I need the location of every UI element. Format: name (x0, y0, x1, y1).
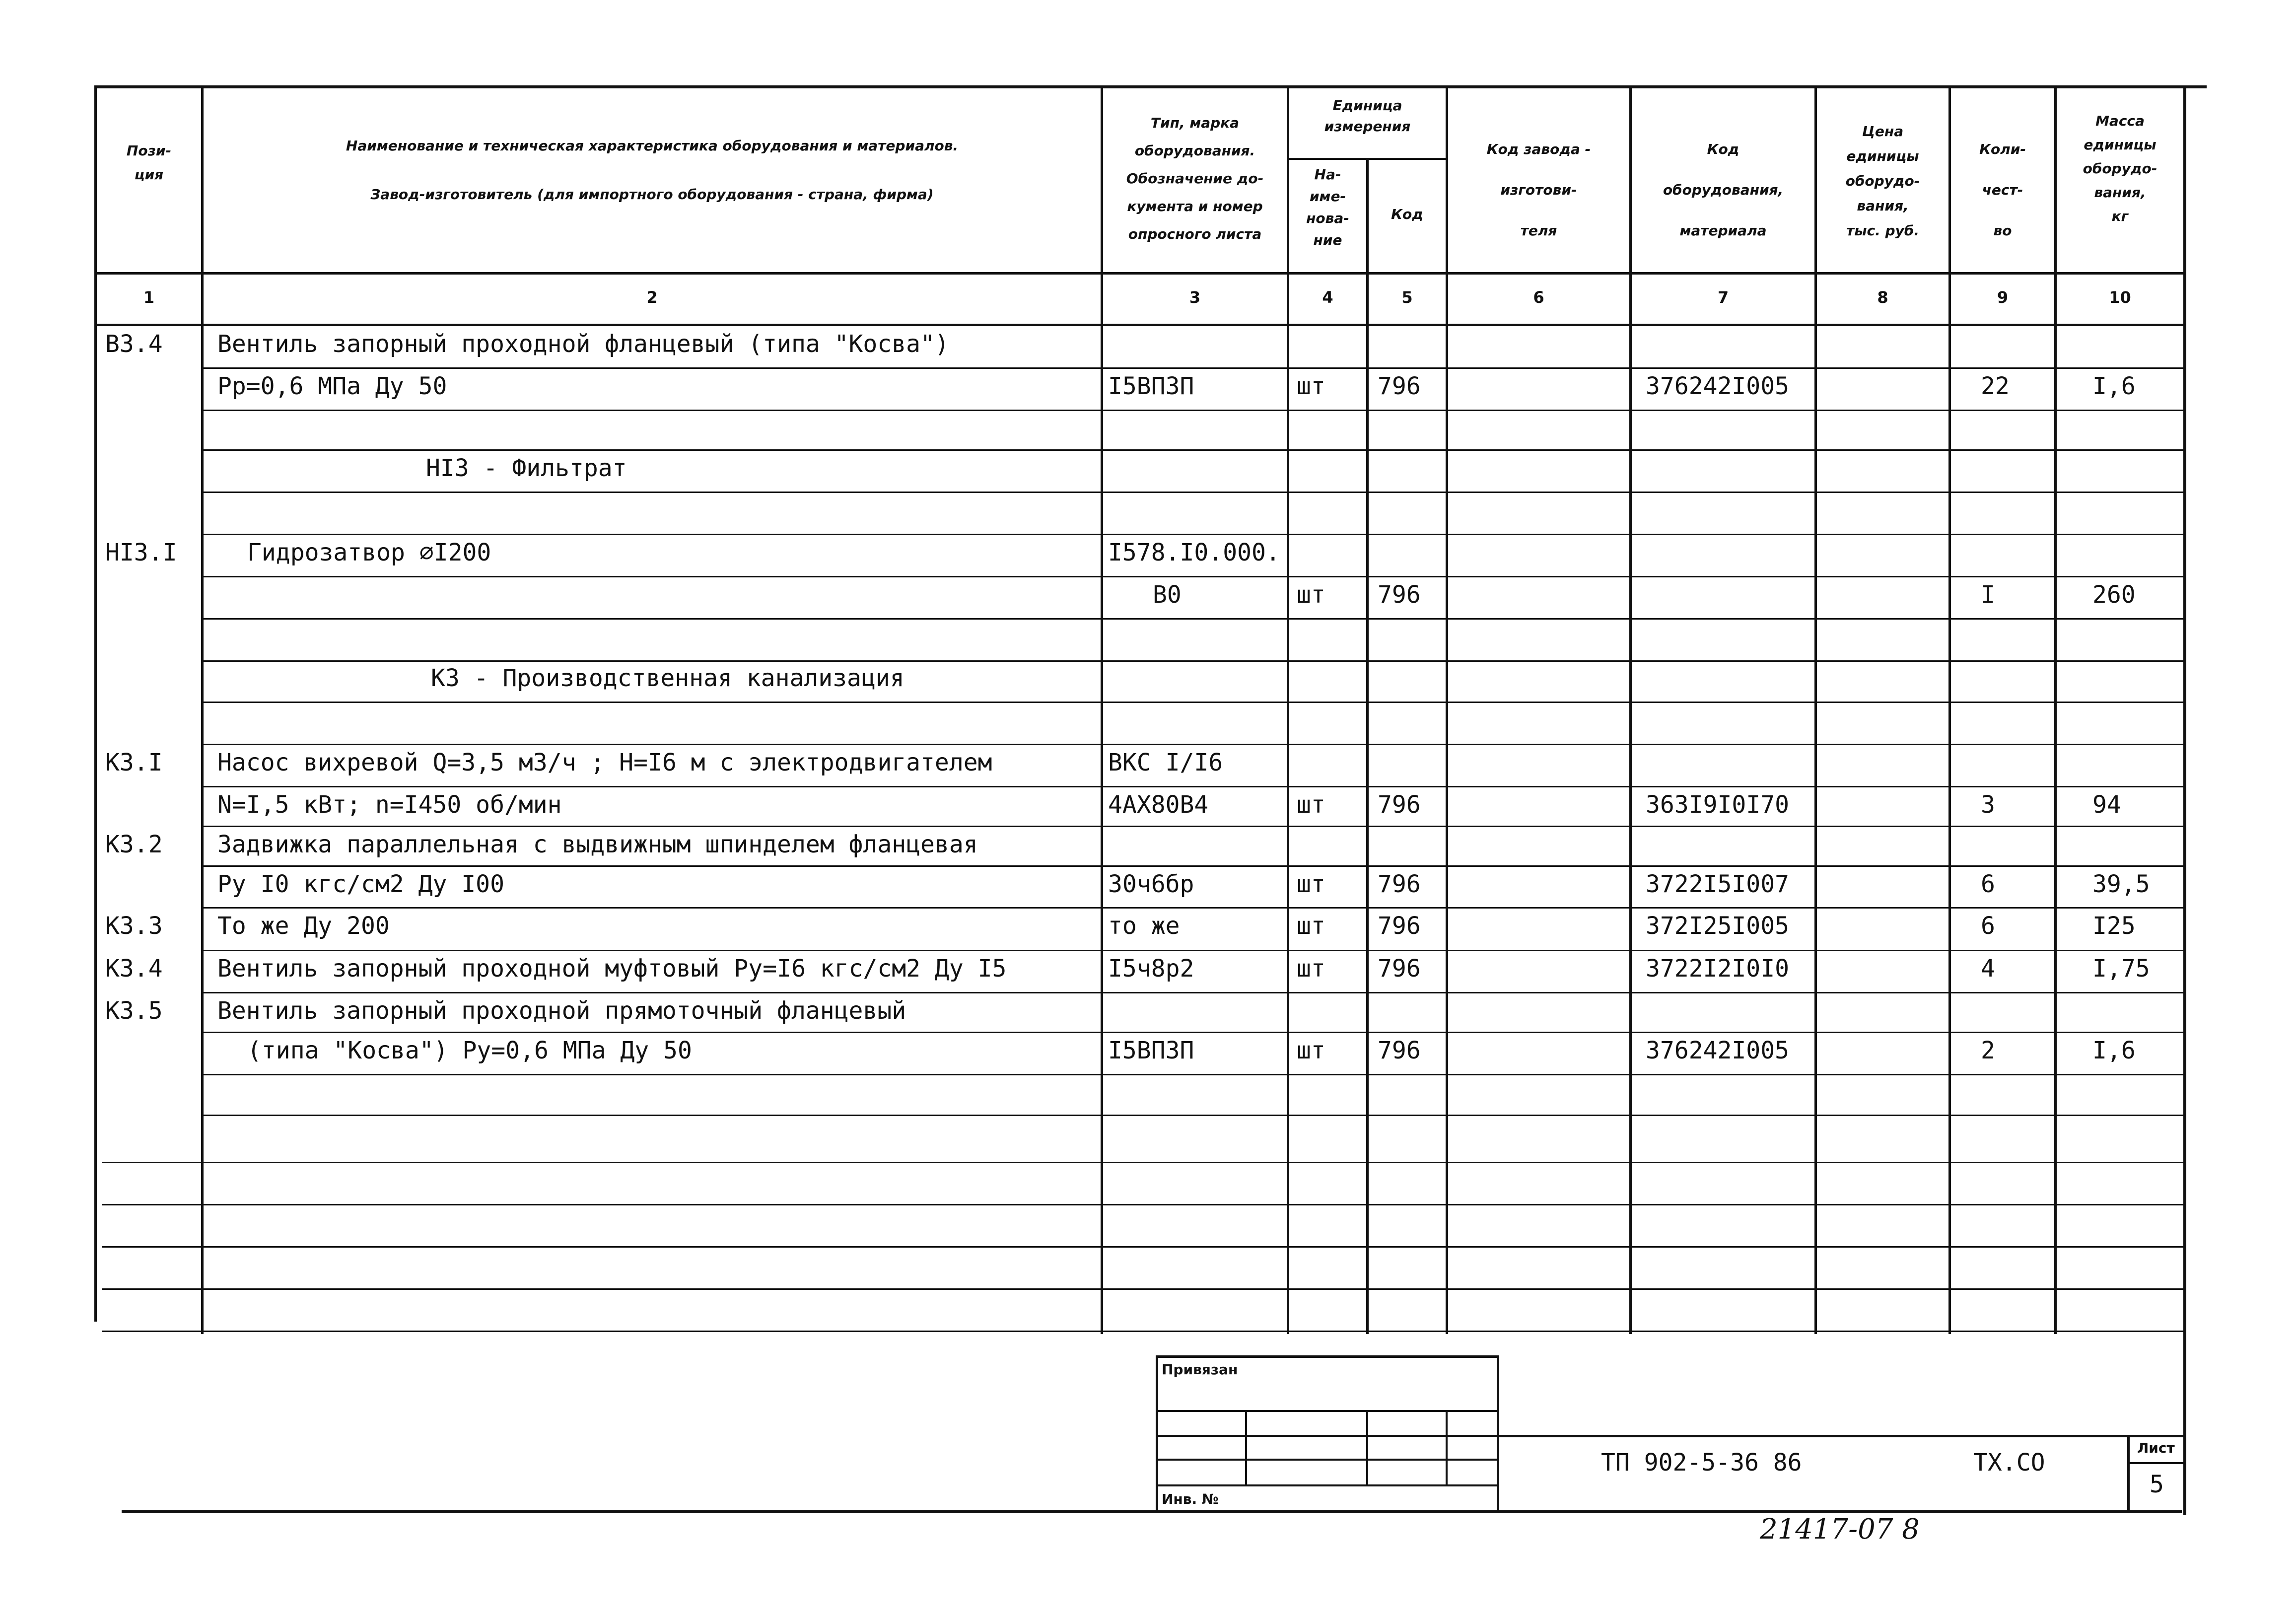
bottom-handwritten-note: 21417-07 8 (1760, 1513, 1920, 1546)
title-block-line (1497, 1435, 2184, 1437)
row-11-equip: 363I9I0I70 (1646, 791, 1789, 819)
row-15-mass: I,75 (2092, 955, 2150, 983)
header-name-line2: Завод-изготовитель (для импортного оборудования - страна, фирма) (370, 186, 934, 203)
row-6-unit: шт (1297, 581, 1325, 609)
row-1-unit: шт (1297, 372, 1325, 400)
stamp-sheet-label: Лист (2137, 1440, 2175, 1456)
row-15-type: I5ч8р2 (1108, 955, 1194, 983)
row-separator (204, 576, 2184, 577)
row-separator (204, 492, 2184, 493)
sheet-box-left (2127, 1435, 2130, 1513)
colnum-7: 7 (1717, 288, 1729, 307)
colnum-6: 6 (1533, 288, 1544, 307)
colnum-3: 3 (1189, 288, 1201, 307)
stamp-inv-no: Инв. № (1162, 1491, 1219, 1507)
row-14-unit: шт (1297, 912, 1325, 940)
row-1-equip: 376242I005 (1646, 372, 1789, 400)
row-1-mass: I,6 (2092, 372, 2136, 400)
row-separator (204, 1074, 2184, 1075)
table-bottom-border (122, 1510, 2182, 1513)
row-separator (102, 1246, 2184, 1248)
row-0-name: Вентиль запорный проходной фланцевый (типа "Косва") (217, 330, 949, 358)
row-separator (204, 534, 2184, 535)
row-separator (204, 865, 2184, 867)
row-14-code: 796 (1378, 912, 1421, 940)
row-1-name: Рр=0,6 МПа Ду 50 (217, 372, 447, 400)
header-plant-code: Код завода - изготови- теля (1486, 141, 1591, 239)
row-15-name: Вентиль запорный проходной муфтовый Ру=I6 кгс/см2 Ду I5 (217, 955, 1007, 983)
row-8-name: К3 - Производственная канализация (431, 664, 904, 692)
row-13-name: Ру I0 кгс/см2 Ду I00 (217, 870, 504, 898)
row-separator (204, 618, 2184, 620)
row-separator (102, 1288, 2184, 1290)
colnum-4: 4 (1322, 288, 1333, 307)
header-equip-code: Код оборудования, материала (1663, 141, 1784, 239)
row-14-mass: I25 (2092, 912, 2136, 940)
row-17-mass: I,6 (2092, 1037, 2136, 1064)
row-separator (204, 744, 2184, 745)
row-11-type: 4АХ80В4 (1108, 791, 1209, 819)
row-16-pos: К3.5 (105, 997, 163, 1025)
row-6-mass: 260 (2092, 581, 2136, 609)
col-line-7 (1814, 85, 1817, 1334)
row-separator (102, 1162, 2184, 1163)
row-separator (204, 660, 2184, 662)
row-11-name: N=I,5 кВт; n=I450 об/мин (217, 791, 562, 819)
table-left-border (94, 85, 97, 1322)
header-mass: Масса единицы оборудо- вания, кг (2083, 113, 2157, 224)
row-15-qty: 4 (1981, 955, 1995, 983)
row-11-code: 796 (1378, 791, 1421, 819)
header-price: Цена единицы оборудо- вания, тыс. руб. (1845, 123, 1920, 239)
row-1-type: I5ВП3П (1108, 372, 1194, 400)
row-12-pos: К3.2 (105, 831, 163, 858)
header-bottom-line (94, 272, 2184, 275)
row-6-type: В0 (1153, 581, 1182, 609)
colnum-8: 8 (1877, 288, 1888, 307)
row-16-name: Вентиль запорный проходной прямоточный фланцевый (217, 997, 906, 1025)
row-3-name: НI3 - Фильтрат (426, 454, 627, 482)
row-separator (204, 950, 2184, 951)
row-separator (204, 702, 2184, 703)
col-line-8 (1948, 85, 1951, 1334)
col-line-2 (1101, 85, 1103, 1334)
col-line-6 (1629, 85, 1632, 1334)
row-17-qty: 2 (1981, 1037, 1995, 1064)
row-1-qty: 22 (1981, 372, 2010, 400)
colnum-bottom-line (94, 324, 2184, 326)
header-unit-name: На- име- нова- ние (1306, 166, 1349, 248)
sheet-box-mid (2127, 1462, 2184, 1464)
table-top-border (94, 85, 2207, 88)
stamp-right-line (1497, 1355, 1499, 1513)
row-separator (102, 1331, 2184, 1332)
row-11-unit: шт (1297, 791, 1325, 819)
header-type: Тип, марка оборудования. Обозначение до- кумента и номер опросного листа (1126, 115, 1264, 242)
row-separator (204, 1115, 2184, 1116)
row-separator (204, 992, 2184, 993)
row-13-unit: шт (1297, 870, 1325, 898)
row-10-name: Насос вихревой Q=3,5 м3/ч ; Н=I6 м с электродвигателем (217, 749, 992, 776)
row-separator (204, 449, 2184, 451)
row-14-qty: 6 (1981, 912, 1995, 940)
colnum-2: 2 (646, 288, 658, 307)
row-1-code: 796 (1378, 372, 1421, 400)
row-separator (204, 786, 2184, 787)
colnum-5: 5 (1401, 288, 1413, 307)
row-15-unit: шт (1297, 955, 1325, 983)
row-12-name: Задвижка параллельная с выдвижным шпинделем фланцевая (217, 831, 978, 858)
row-14-equip: 372I25I005 (1646, 912, 1789, 940)
stamp-doc-code: ТП 902-5-36 86 (1601, 1449, 1802, 1477)
row-14-pos: К3.3 (105, 912, 163, 940)
stamp-privyazan: Привязан (1162, 1361, 1238, 1378)
row-13-equip: 3722I5I007 (1646, 870, 1789, 898)
colnum-10: 10 (2109, 288, 2131, 307)
header-position: Пози- ция (126, 142, 172, 183)
row-separator (204, 410, 2184, 411)
row-separator (204, 826, 2184, 827)
row-17-unit: шт (1297, 1037, 1325, 1064)
row-13-qty: 6 (1981, 870, 1995, 898)
row-13-code: 796 (1378, 870, 1421, 898)
row-13-mass: 39,5 (2092, 870, 2150, 898)
row-13-type: 30ч6бр (1108, 870, 1194, 898)
col-line-3 (1287, 85, 1289, 1334)
header-quantity: Коли- чест- во (1979, 141, 2026, 239)
col-line-1 (201, 85, 204, 1334)
col-line-9 (2054, 85, 2057, 1334)
row-0-pos: В3.4 (105, 330, 163, 358)
row-separator (204, 907, 2184, 909)
row-5-pos: НI3.I (105, 539, 177, 566)
row-6-qty: I (1981, 581, 1995, 609)
row-10-pos: К3.I (105, 749, 163, 776)
row-5-type: I578.I0.000. (1108, 539, 1280, 566)
stamp-sheet-number: 5 (2150, 1471, 2164, 1498)
stamp-top-line (1156, 1355, 1498, 1358)
row-15-code: 796 (1378, 955, 1421, 983)
table-right-border (2183, 85, 2186, 1515)
row-14-type: то же (1108, 912, 1180, 940)
col-line-4 (1366, 158, 1369, 1334)
stamp-left-line (1156, 1355, 1158, 1513)
row-separator (204, 1032, 2184, 1033)
header-unit: Единица измерения (1324, 97, 1411, 135)
stamp-vline-1 (1245, 1410, 1247, 1484)
colnum-9: 9 (1997, 288, 2009, 307)
row-15-pos: К3.4 (105, 955, 163, 983)
stamp-vline-2 (1366, 1410, 1368, 1484)
row-separator (102, 1204, 2184, 1205)
row-11-qty: 3 (1981, 791, 1995, 819)
row-6-code: 796 (1378, 581, 1421, 609)
col-line-5 (1446, 85, 1448, 1334)
row-5-name: Гидрозатвор ∅I200 (247, 539, 491, 566)
header-name-line1: Наименование и техническая характеристика оборудования и материалов. (346, 138, 959, 154)
row-17-name: (типа "Косва") Ру=0,6 МПа Ду 50 (247, 1037, 692, 1064)
row-11-mass: 94 (2092, 791, 2121, 819)
stamp-vline-3 (1446, 1410, 1448, 1484)
stamp-line-d (1156, 1484, 1498, 1486)
row-separator (204, 367, 2184, 369)
row-14-name: То же Ду 200 (217, 912, 390, 940)
stamp-sheet-code: ТХ.СО (1973, 1449, 2045, 1477)
row-15-equip: 3722I2I0I0 (1646, 955, 1789, 983)
header-unit-code: Код (1391, 206, 1423, 222)
row-10-type: ВКС I/I6 (1108, 749, 1223, 776)
colnum-1: 1 (143, 288, 155, 307)
row-17-equip: 376242I005 (1646, 1037, 1789, 1064)
row-17-code: 796 (1378, 1037, 1421, 1064)
row-17-type: I5ВП3П (1108, 1037, 1194, 1064)
